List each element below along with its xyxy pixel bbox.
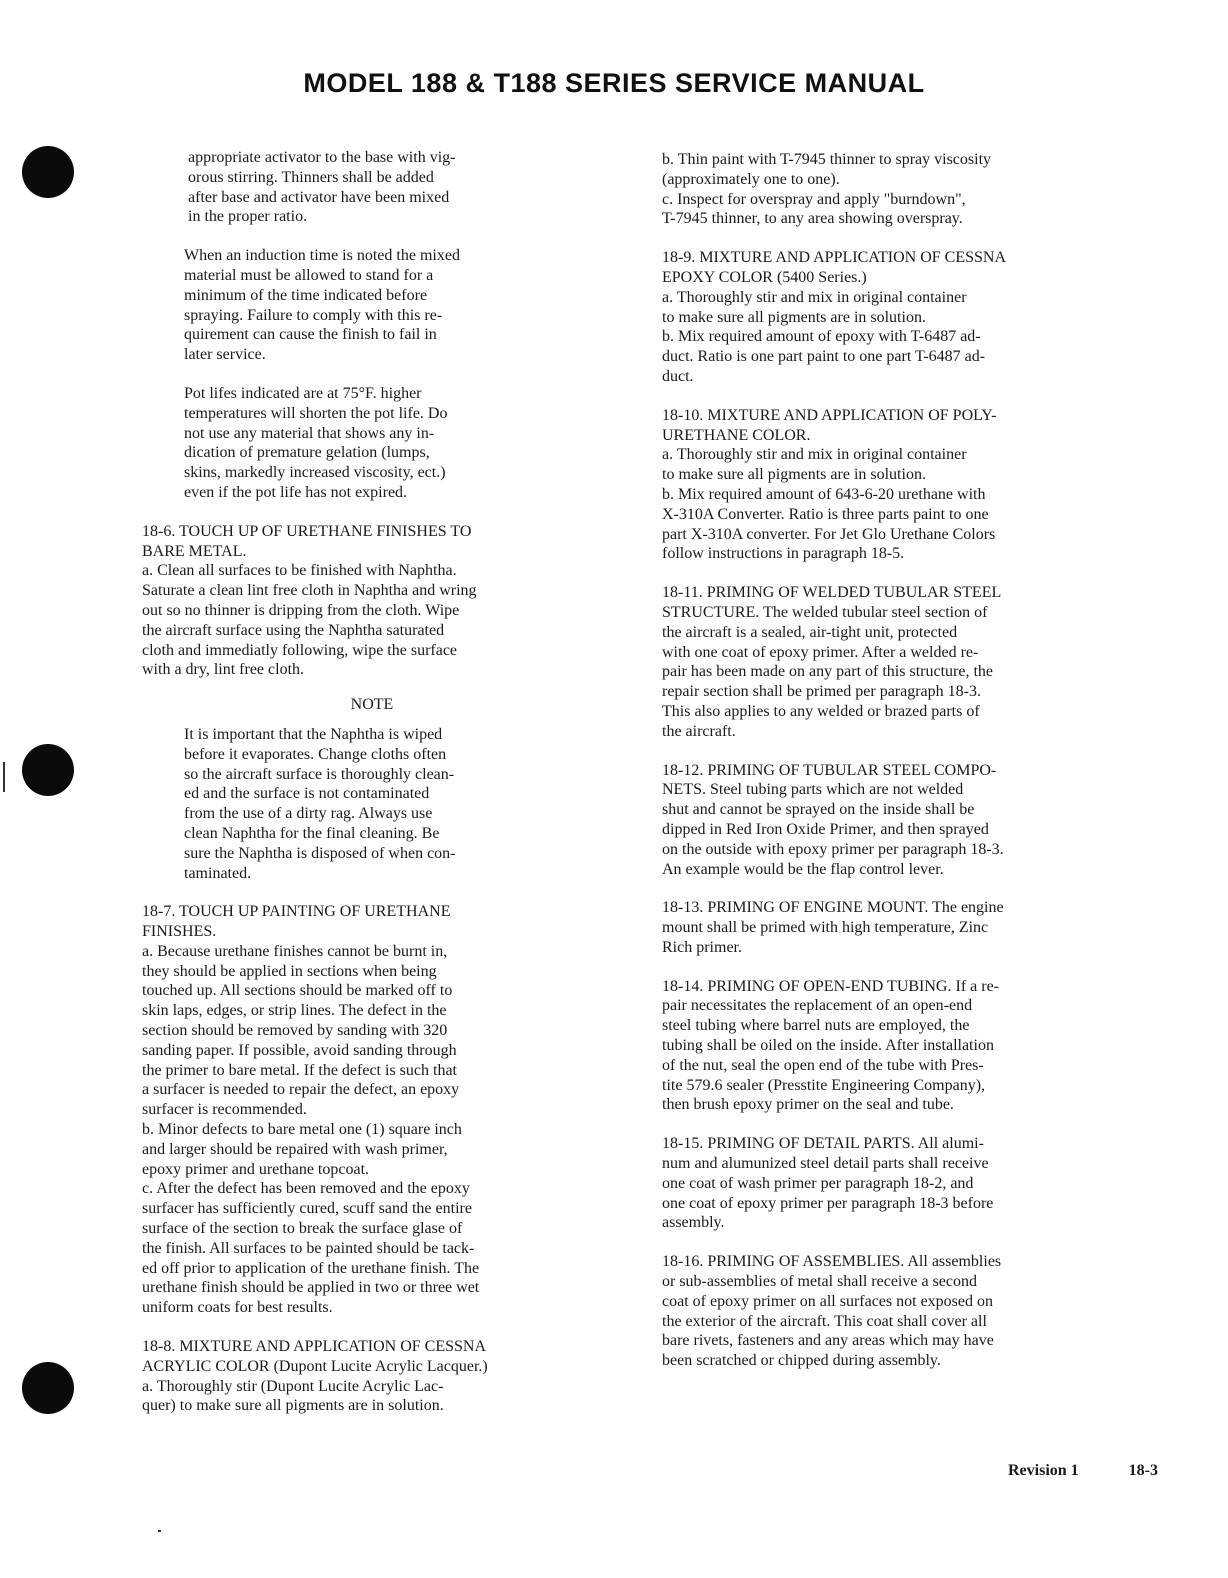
section-18-14: 18-14. PRIMING OF OPEN-END TUBING. If a re- pair necessitates the replacement of an open-end steel tubing where barrel nuts are employed, the tubing shall be oiled on the inside. After installation of the nut, seal the open end of the tube with Pres- tite 579.6 sealer (Presstite Engineering Company), then brush epoxy primer on the seal and tube. [662,977,999,1114]
paragraph: appropriate activator to the base with vig- orous stirring. Thinners shall be added after base and activator have been mixed in the proper ratio. [188,149,456,226]
page-footer [1008,1462,1158,1480]
note-label: NOTE [350,696,394,714]
paragraph: c. After the defect has been removed and the epoxy surfacer has sufficiently cured, scuff sand the entire surface of the section to break the surface glase of the finish. All surfaces to be painted should be tack- ed off prior to application of the urethane finish. The urethane finish should be applied in two or three wet uniform coats for best results. [142,1180,480,1317]
right-column [662,150,1152,1371]
section-18-16: 18-16. PRIMING OF ASSEMBLIES. All assemblies or sub-assemblies of metal shall receive a second coat of epoxy primer on all surfaces not exposed on the exterior of the aircraft. This coat shall cover all bare rivets, fasteners and any areas which may have been scratched or chipped during assembly. [662,1253,1002,1370]
section-18-15: 18-15. PRIMING OF DETAIL PARTS. All alumi- num and alumunized steel detail parts shall receive one coat of wash primer per paragraph 18-2, and one coat of epoxy primer per paragraph 18-3 before assembly. [662,1135,994,1232]
paragraph: b. Mix required amount of epoxy with T-6487 ad- duct. Ratio is one part paint to one part T-6487 ad- duct. [662,328,986,385]
section-heading-18-6: 18-6. TOUCH UP OF URETHANE FINISHES TO BARE METAL. [142,522,472,560]
binder-hole-bottom [22,1362,74,1414]
paragraph: b. Mix required amount of 643-6-20 urethane with X-310A Converter. Ratio is three parts paint to one part X-310A converter. For Jet Glo Urethane Colors follow instructions in paragraph 18-5. [662,485,996,563]
note-text: It is important that the Naphtha is wiped before it evaporates. Change cloths often so the aircraft surface is thoroughly clean- ed and the surface is not contaminated from the use of a dirty rag. Always use clean Naphtha for the final cleaning. Be sure the Naphtha is disposed of when con- taminated. [184,725,456,882]
page-number: 18-3 [1128,1462,1158,1479]
scan-speck [158,1530,161,1532]
paragraph: a. Clean all surfaces to be finished with Naphtha. Saturate a clean lint free cloth in Naphtha and wring out so no thinner is dripping from the cloth. Wipe the aircraft surface using the Naphtha saturated cloth and immediatly following, wipe the surface with a dry, lint free cloth. [142,562,477,679]
paragraph: Pot lifes indicated are at 75°F. higher temperatures will shorten the pot life. Do not use any material that shows any in- dication of premature gelation (lumps, skins, markedly increased viscosity, ect.) even if the pot life has not expired. [184,384,448,501]
section-heading-18-8: 18-8. MIXTURE AND APPLICATION OF CESSNA ACRYLIC COLOR (Dupont Lucite Acrylic Lacquer.) [142,1338,488,1375]
binder-hole-top [22,146,74,198]
page-title: MODEL 188 & T188 SERIES SERVICE MANUAL [303,68,925,98]
section-heading-18-10: 18-10. MIXTURE AND APPLICATION OF POLY- URETHANE COLOR. [662,406,997,444]
binder-hole-middle [22,744,74,796]
paragraph: When an induction time is noted the mixed material must be allowed to stand for a minimum of the time indicated before spraying. Failure to comply with this re- quirement can cause the finish to fail in later service. [184,247,460,364]
section-heading-18-9: 18-9. MIXTURE AND APPLICATION OF CESSNA EPOXY COLOR (5400 Series.) [662,249,1007,286]
scan-speck [3,762,5,792]
paragraph: b. Thin paint with T-7945 thinner to spray viscosity (approximately one to one). [662,151,992,188]
section-18-12: 18-12. PRIMING OF TUBULAR STEEL COMPO- NETS. Steel tubing parts which are not welded shut and cannot be sprayed on the inside shall be dipped in Red Iron Oxide Primer, and then sprayed on the outside with epoxy primer per paragraph 18-3. An example would be the flap control lever. [662,761,1004,878]
section-18-13: 18-13. PRIMING OF ENGINE MOUNT. The engine mount shall be primed with high temperature, Zinc Rich primer. [662,899,1004,956]
section-18-11: 18-11. PRIMING OF WELDED TUBULAR STEEL STRUCTURE. The welded tubular steel section of the aircraft is a sealed, air-tight unit, protected with one coat of epoxy primer. After a welded re- pair has been made on any part of this structure, the repair section shall be primed per paragraph 18-3. This also applies to any welded or brazed parts of the aircraft. [662,584,1002,740]
paragraph: a. Thoroughly stir (Dupont Lucite Acrylic Lac- quer) to make sure all pigments are in solution. [142,1377,444,1415]
paragraph: a. Thoroughly stir and mix in original container to make sure all pigments are in solution. [662,288,967,326]
revision-label: Revision 1 [1008,1462,1079,1479]
paragraph: b. Minor defects to bare metal one (1) square inch and larger should be repaired with wash primer, epoxy primer and urethane topcoat. [142,1121,462,1178]
paragraph: a. Thoroughly stir and mix in original container to make sure all pigments are in solution. [662,446,967,484]
paragraph: a. Because urethane finishes cannot be burnt in, they should be applied in sections when being touched up. All sections should be marked off to skin laps, edges, or strip lines. The defect in the section should be removed by sanding with 320 sanding paper. If possible, avoid sanding through the primer to bare metal. If the defect is such that a surfacer is needed to repair the defect, an epoxy surfacer is recommended. [142,942,460,1119]
section-heading-18-7: 18-7. TOUCH UP PAINTING OF URETHANE FINISHES. [142,903,451,941]
paragraph: c. Inspect for overspray and apply "burndown", T-7945 thinner, to any area showing overspray. [662,190,966,228]
left-column [142,148,602,1416]
